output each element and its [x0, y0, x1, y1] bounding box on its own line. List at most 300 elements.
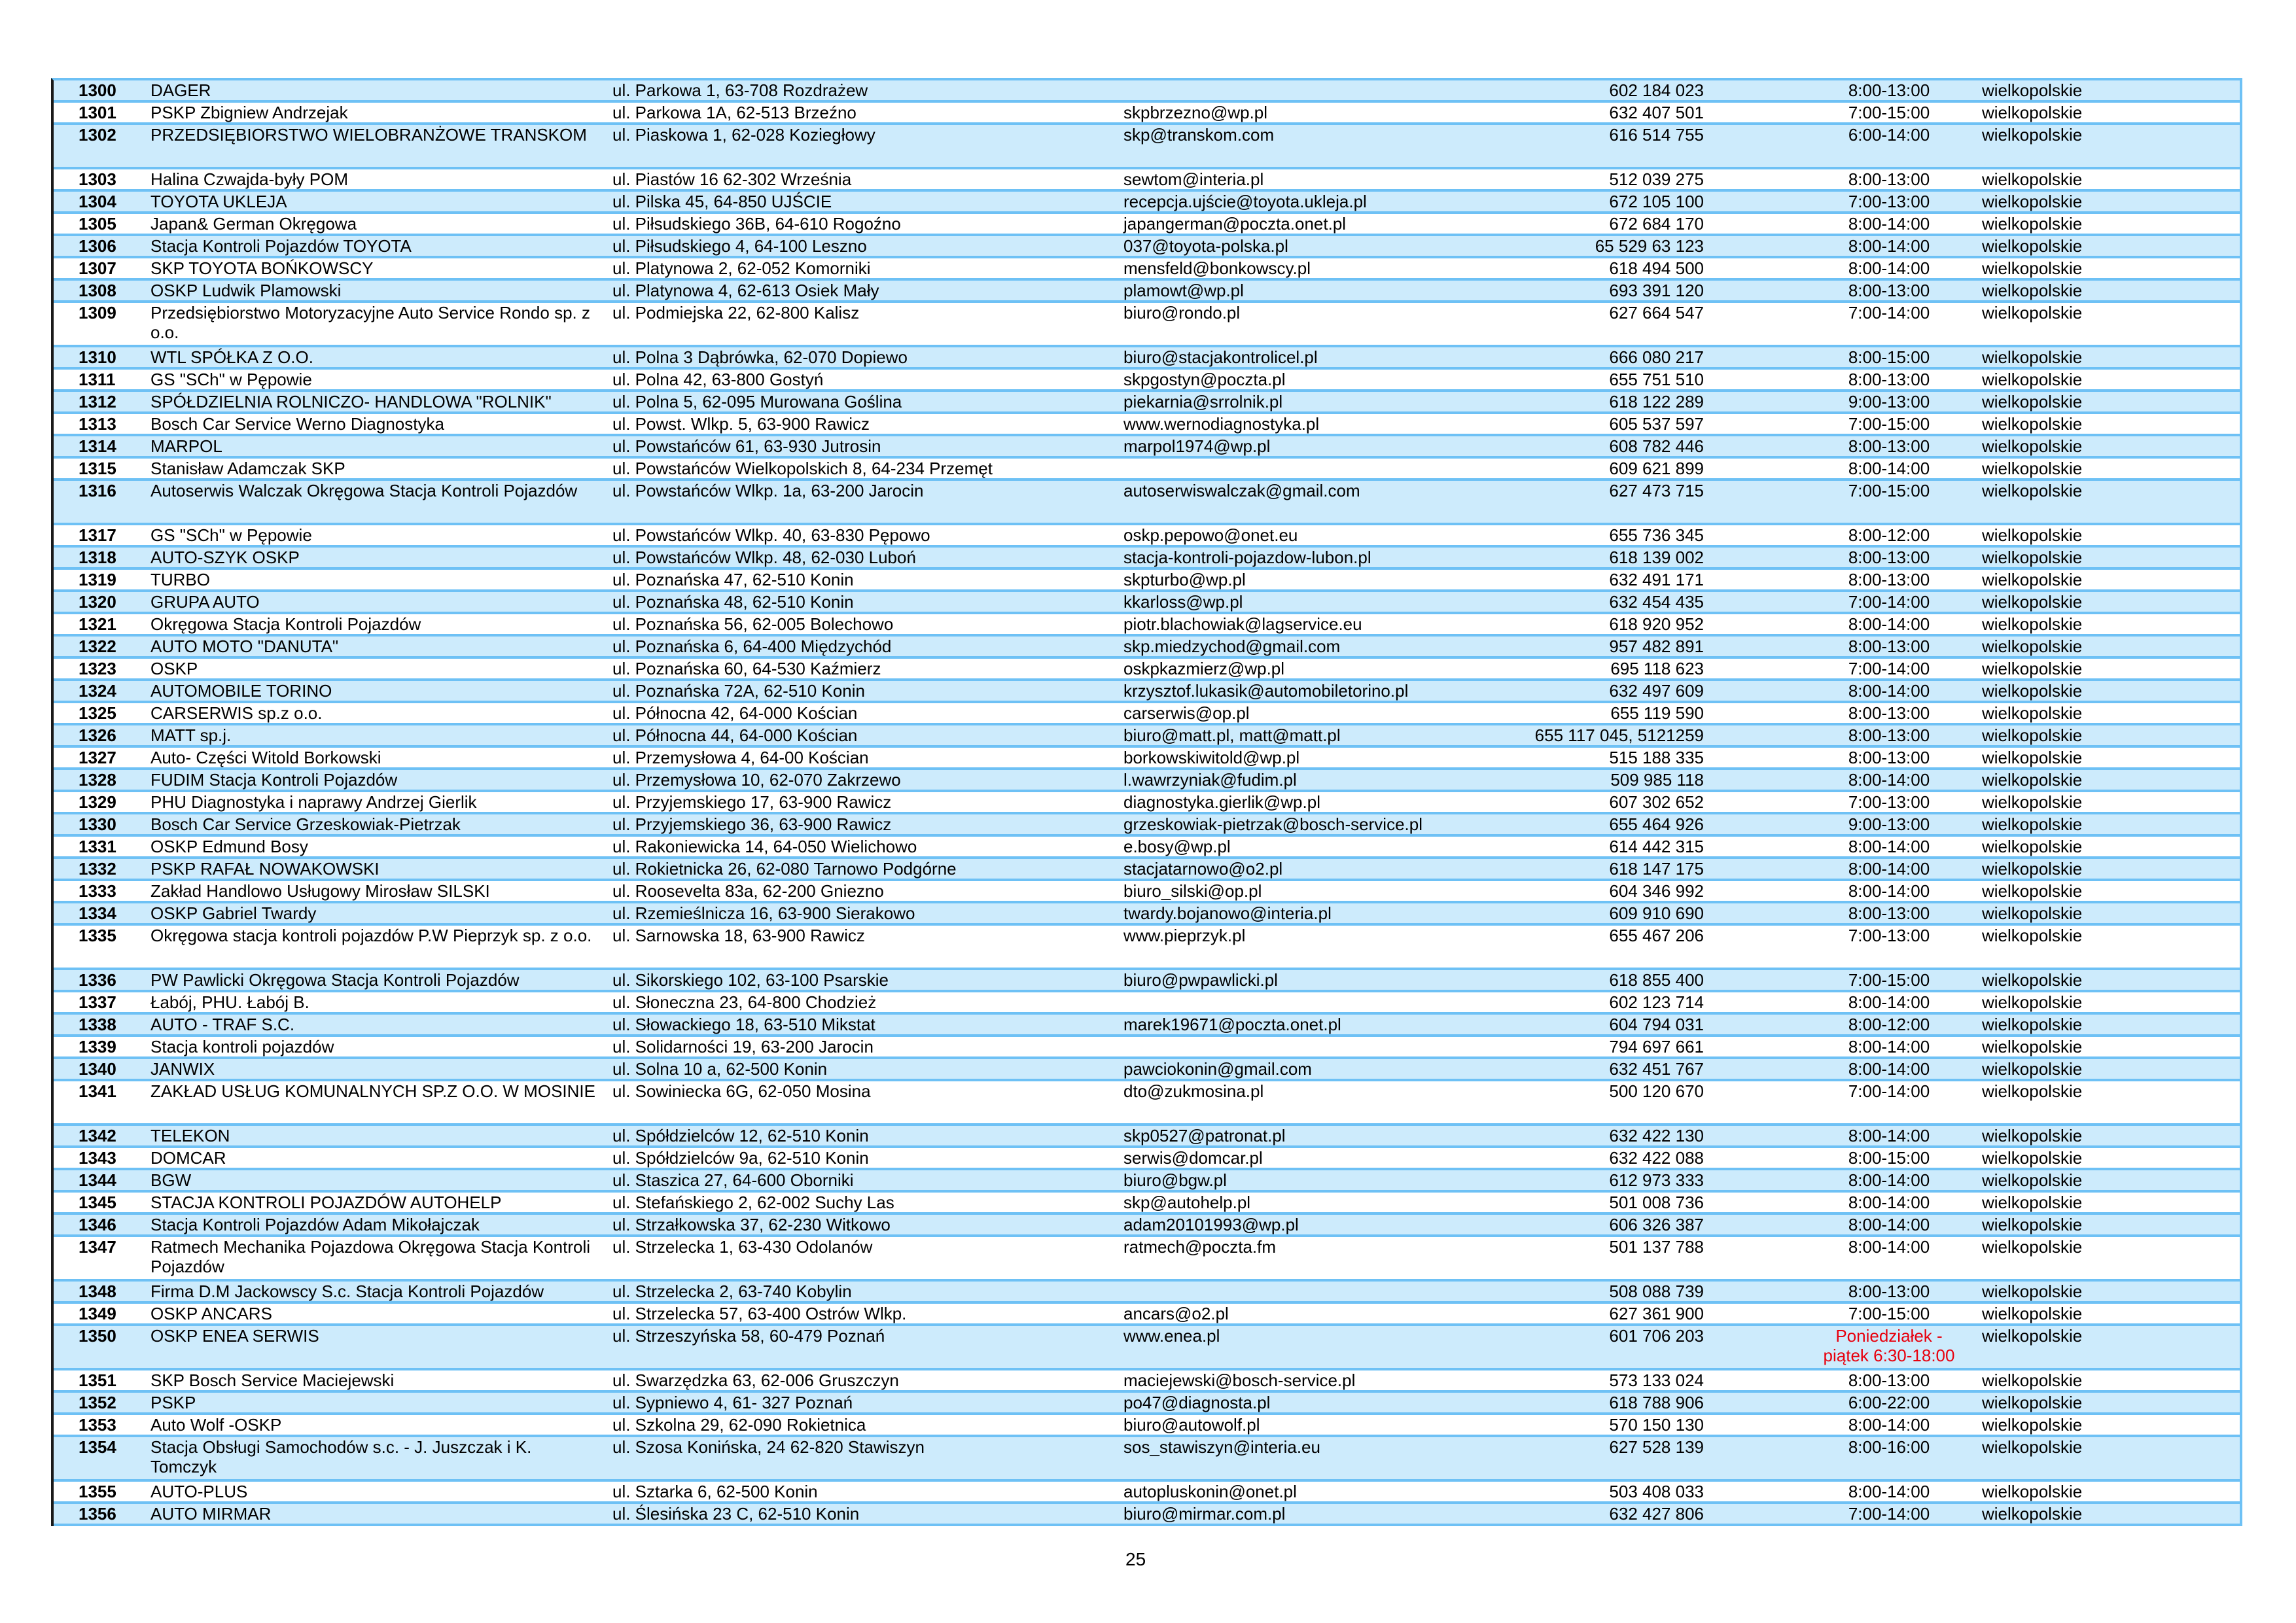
table-row: [54, 80, 2240, 103]
row-number: 1315: [79, 459, 116, 478]
table-row: [54, 1015, 2240, 1037]
station-address: ul. Powstańców Wielkopolskich 8, 64-234 Przemęt: [612, 459, 993, 478]
station-address: ul. Strzelecka 1, 63-430 Odolanów: [612, 1237, 873, 1257]
station-hours: 7:00-14:00: [1848, 1081, 1930, 1101]
station-region: wielkopolskie: [1982, 792, 2083, 812]
station-name: PHU Diagnostyka i naprawy Andrzej Gierlik: [150, 792, 477, 812]
station-hours: 8:00-13:00: [1848, 281, 1930, 300]
station-region: wielkopolskie: [1982, 1037, 2083, 1056]
row-number: 1332: [79, 859, 116, 879]
station-email: krzysztof.lukasik@automobiletorino.pl: [1123, 681, 1409, 701]
station-phone: 618 139 002: [1609, 548, 1704, 567]
table-row: [54, 303, 2240, 347]
station-address: ul. Słoneczna 23, 64-800 Chodzież: [612, 992, 877, 1012]
station-region: wielkopolskie: [1982, 859, 2083, 879]
row-number: 1356: [79, 1504, 116, 1524]
station-address: ul. Piastów 16 62-302 Września: [612, 169, 852, 189]
station-region: wielkopolskie: [1982, 459, 2083, 478]
station-address: ul. Solidarności 19, 63-200 Jarocin: [612, 1037, 874, 1056]
station-email: maciejewski@bosch-service.pl: [1123, 1370, 1356, 1390]
table-row: [54, 570, 2240, 592]
station-address: ul. Sarnowska 18, 63-900 Rawicz: [612, 926, 865, 945]
row-number: 1323: [79, 659, 116, 678]
row-number: 1333: [79, 881, 116, 901]
station-hours: 8:00-14:00: [1848, 258, 1930, 278]
station-name: Japan& German Okręgowa: [150, 214, 357, 234]
station-address: ul. Parkowa 1A, 62-513 Brzeźno: [612, 103, 857, 122]
station-region: wielkopolskie: [1982, 681, 2083, 701]
station-hours: 8:00-13:00: [1848, 570, 1930, 589]
row-number: 1335: [79, 926, 116, 945]
station-hours: 7:00-14:00: [1848, 303, 1930, 323]
row-number: 1325: [79, 703, 116, 723]
station-hours: 8:00-14:00: [1848, 881, 1930, 901]
row-number: 1310: [79, 347, 116, 367]
station-region: wielkopolskie: [1982, 1059, 2083, 1079]
page-number: 25: [1125, 1549, 1146, 1569]
station-name: Stacja Kontroli Pojazdów TOYOTA: [150, 236, 412, 256]
station-email: biuro@matt.pl, matt@matt.pl: [1123, 725, 1341, 745]
station-region: wielkopolskie: [1982, 1148, 2083, 1168]
station-address: ul. Poznańska 47, 62-510 Konin: [612, 570, 854, 589]
table-row: [54, 214, 2240, 236]
station-region: wielkopolskie: [1982, 1237, 2083, 1257]
station-phone: 695 118 623: [1610, 659, 1704, 678]
station-address: ul. Przemysłowa 10, 62-070 Zakrzewo: [612, 770, 901, 790]
station-phone: 672 684 170: [1609, 214, 1704, 234]
station-email: borkowskiwitold@wp.pl: [1123, 748, 1300, 767]
station-address: ul. Rakoniewicka 14, 64-050 Wielichowo: [612, 837, 917, 856]
table-row: [54, 236, 2240, 258]
row-number: 1311: [79, 370, 116, 389]
station-name: Auto Wolf -OSKP: [150, 1415, 282, 1435]
station-phone: 501 008 736: [1609, 1193, 1704, 1212]
station-name: Bosch Car Service Werno Diagnostyka: [150, 414, 444, 434]
station-region: wielkopolskie: [1982, 659, 2083, 678]
row-number: 1338: [79, 1015, 116, 1034]
station-email: skp0527@patronat.pl: [1123, 1126, 1286, 1145]
station-phone: 672 105 100: [1609, 192, 1704, 211]
station-name: PSKP RAFAŁ NOWAKOWSKI: [150, 859, 380, 879]
station-name: STACJA KONTROLI POJAZDÓW AUTOHELP: [150, 1193, 502, 1212]
station-region: wielkopolskie: [1982, 837, 2083, 856]
station-phone: 655 467 206: [1609, 926, 1704, 945]
station-hours: 7:00-15:00: [1848, 1304, 1930, 1323]
station-email: skpturbo@wp.pl: [1123, 570, 1246, 589]
station-email: oskpkazmierz@wp.pl: [1123, 659, 1285, 678]
station-region: wielkopolskie: [1982, 1282, 2083, 1301]
station-name: AUTO MIRMAR: [150, 1504, 272, 1524]
station-phone: 65 529 63 123: [1595, 236, 1704, 256]
station-name: OSKP ANCARS: [150, 1304, 272, 1323]
station-hours: 8:00-14:00: [1848, 1415, 1930, 1435]
station-region: wielkopolskie: [1982, 926, 2083, 945]
table-row: [54, 548, 2240, 570]
station-address: ul. Północna 44, 64-000 Kościan: [612, 725, 858, 745]
row-number: 1328: [79, 770, 116, 790]
station-address: ul. Piaskowa 1, 62-028 Koziegłowy: [612, 125, 875, 145]
station-phone: 627 473 715: [1609, 481, 1704, 500]
station-email: biuro@autowolf.pl: [1123, 1415, 1260, 1435]
station-email: marpol1974@wp.pl: [1123, 436, 1271, 456]
station-hours: 8:00-14:00: [1848, 1170, 1930, 1190]
row-number: 1330: [79, 814, 116, 834]
station-name: TELEKON: [150, 1126, 230, 1145]
station-phone: 655 119 590: [1610, 703, 1704, 723]
station-hours: 8:00-14:00: [1848, 681, 1930, 701]
station-hours: 8:00-13:00: [1848, 169, 1930, 189]
station-name: Stacja kontroli pojazdów: [150, 1037, 334, 1056]
station-region: wielkopolskie: [1982, 169, 2083, 189]
row-number: 1302: [79, 125, 116, 145]
table-row: [54, 903, 2240, 926]
station-email: www.pieprzyk.pl: [1123, 926, 1246, 945]
station-address: ul. Sowiniecka 6G, 62-050 Mosina: [612, 1081, 871, 1101]
station-name: FUDIM Stacja Kontroli Pojazdów: [150, 770, 398, 790]
station-email: 037@toyota-polska.pl: [1123, 236, 1288, 256]
row-number: 1341: [79, 1081, 116, 1101]
station-email: plamowt@wp.pl: [1123, 281, 1244, 300]
station-region: wielkopolskie: [1982, 814, 2083, 834]
station-email: autoserwiswalczak@gmail.com: [1123, 481, 1360, 500]
row-number: 1319: [79, 570, 116, 589]
station-hours: 8:00-14:00: [1848, 236, 1930, 256]
station-email: www.wernodiagnostyka.pl: [1123, 414, 1320, 434]
station-email: piekarnia@srrolnik.pl: [1123, 392, 1283, 411]
station-phone: 604 794 031: [1609, 1015, 1704, 1034]
station-hours: 8:00-13:00: [1848, 725, 1930, 745]
table-row: [54, 192, 2240, 214]
station-name: Okręgowa stacja kontroli pojazdów P.W Pieprzyk sp. z o.o.: [150, 926, 592, 945]
table-row: [54, 1282, 2240, 1304]
station-email: pawciokonin@gmail.com: [1123, 1059, 1312, 1079]
station-region: wielkopolskie: [1982, 725, 2083, 745]
station-address: ul. Polna 3 Dąbrówka, 62-070 Dopiewo: [612, 347, 908, 367]
station-hours: 8:00-14:00: [1848, 1193, 1930, 1212]
station-region: wielkopolskie: [1982, 1193, 2083, 1212]
station-name: PSKP: [150, 1393, 196, 1412]
station-name: AUTO MOTO "DANUTA": [150, 637, 339, 656]
station-region: wielkopolskie: [1982, 258, 2083, 278]
station-region: wielkopolskie: [1982, 1504, 2083, 1524]
row-number: 1339: [79, 1037, 116, 1056]
table-row: [54, 281, 2240, 303]
station-email: biuro@bgw.pl: [1123, 1170, 1227, 1190]
station-address: ul. Poznańska 60, 64-530 Kaźmierz: [612, 659, 881, 678]
station-region: wielkopolskie: [1982, 525, 2083, 545]
row-number: 1307: [79, 258, 116, 278]
station-hours: 8:00-14:00: [1848, 214, 1930, 234]
row-number: 1345: [79, 1193, 116, 1212]
row-number: 1352: [79, 1393, 116, 1412]
station-email: skp@transkom.com: [1123, 125, 1275, 145]
table-row: [54, 103, 2240, 125]
station-region: wielkopolskie: [1982, 214, 2083, 234]
station-hours: 8:00-14:00: [1848, 1215, 1930, 1234]
station-phone: 794 697 661: [1609, 1037, 1704, 1056]
station-name: CARSERWIS sp.z o.o.: [150, 703, 323, 723]
row-number: 1350: [79, 1326, 116, 1346]
station-name: OSKP Gabriel Twardy: [150, 903, 317, 923]
station-name: GS "SCh" w Pępowie: [150, 525, 312, 545]
station-name: WTL SPÓŁKA Z O.O.: [150, 347, 313, 367]
row-number: 1353: [79, 1415, 116, 1435]
station-address: ul. Sypniewo 4, 61- 327 Poznań: [612, 1393, 853, 1412]
station-phone: 606 326 387: [1609, 1215, 1704, 1234]
station-address: ul. Przyjemskiego 36, 63-900 Rawicz: [612, 814, 892, 834]
station-hours: 7:00-15:00: [1848, 970, 1930, 990]
station-email: mensfeld@bonkowscy.pl: [1123, 258, 1311, 278]
table-row: [54, 125, 2240, 169]
row-number: 1300: [79, 80, 116, 100]
station-region: wielkopolskie: [1982, 1370, 2083, 1390]
station-name: OSKP ENEA SERWIS: [150, 1326, 319, 1346]
station-address: ul. Polna 5, 62-095 Murowana Goślina: [612, 392, 902, 411]
station-region: wielkopolskie: [1982, 548, 2083, 567]
station-phone: 570 150 130: [1609, 1415, 1704, 1435]
station-region: wielkopolskie: [1982, 103, 2083, 122]
table-row: [54, 1215, 2240, 1237]
station-name: Ratmech Mechanika Pojazdowa Okręgowa Stacja Kontroli Pojazdów: [150, 1237, 591, 1276]
station-email: skp@autohelp.pl: [1123, 1193, 1251, 1212]
table-row: [54, 881, 2240, 903]
station-hours: 8:00-13:00: [1848, 748, 1930, 767]
station-hours: 8:00-14:00: [1848, 1059, 1930, 1079]
station-name: DOMCAR: [150, 1148, 226, 1168]
station-phone: 500 120 670: [1609, 1081, 1704, 1101]
station-email: biuro@stacjakontrolicel.pl: [1123, 347, 1318, 367]
station-hours: 8:00-14:00: [1848, 459, 1930, 478]
station-region: wielkopolskie: [1982, 1393, 2083, 1412]
station-email: biuro_silski@op.pl: [1123, 881, 1262, 901]
table-row: [54, 1504, 2240, 1526]
station-phone: 655 464 926: [1609, 814, 1704, 834]
station-email: sewtom@interia.pl: [1123, 169, 1264, 189]
station-email: oskp.pepowo@onet.eu: [1123, 525, 1298, 545]
station-name: JANWIX: [150, 1059, 215, 1079]
station-phone: 666 080 217: [1609, 347, 1704, 367]
table-row: [54, 725, 2240, 748]
station-region: wielkopolskie: [1982, 436, 2083, 456]
station-region: wielkopolskie: [1982, 1215, 2083, 1234]
station-phone: 609 621 899: [1609, 459, 1704, 478]
station-name: BGW: [150, 1170, 192, 1190]
station-hours: 8:00-13:00: [1848, 903, 1930, 923]
station-phone: 693 391 120: [1609, 281, 1704, 300]
row-number: 1344: [79, 1170, 116, 1190]
station-phone: 605 537 597: [1609, 414, 1704, 434]
station-email: ancars@o2.pl: [1123, 1304, 1229, 1323]
station-email: biuro@rondo.pl: [1123, 303, 1241, 323]
station-phone: 957 482 891: [1609, 637, 1704, 656]
station-phone: 632 422 088: [1609, 1148, 1704, 1168]
station-name: Przedsiębiorstwo Motoryzacyjne Auto Service Rondo sp. z o.o.: [150, 303, 590, 342]
row-number: 1351: [79, 1370, 116, 1390]
table-row: [54, 703, 2240, 725]
station-address: ul. Poznańska 6, 64-400 Międzychód: [612, 637, 892, 656]
station-email: piotr.blachowiak@lagservice.eu: [1123, 614, 1362, 634]
table-row: [54, 1326, 2240, 1370]
row-number: 1331: [79, 837, 116, 856]
table-row: [54, 1170, 2240, 1193]
station-phone: 616 514 755: [1609, 125, 1704, 145]
table-row: [54, 1370, 2240, 1393]
station-email: skpbrzezno@wp.pl: [1123, 103, 1268, 122]
row-number: 1301: [79, 103, 116, 122]
station-hours: 8:00-14:00: [1848, 859, 1930, 879]
station-address: ul. Spółdzielców 9a, 62-510 Konin: [612, 1148, 869, 1168]
row-number: 1306: [79, 236, 116, 256]
station-hours: 9:00-13:00: [1848, 392, 1930, 411]
station-phone: 509 985 118: [1610, 770, 1704, 790]
row-number: 1312: [79, 392, 116, 411]
station-region: wielkopolskie: [1982, 703, 2083, 723]
row-number: 1326: [79, 725, 116, 745]
station-phone: 632 454 435: [1609, 592, 1704, 612]
row-number: 1337: [79, 992, 116, 1012]
station-name: OSKP: [150, 659, 198, 678]
table-row: [54, 1037, 2240, 1059]
station-hours: 8:00-13:00: [1848, 370, 1930, 389]
station-phone: 608 782 446: [1609, 436, 1704, 456]
station-phone: 627 361 900: [1609, 1304, 1704, 1323]
station-region: wielkopolskie: [1982, 614, 2083, 634]
table-row: [54, 169, 2240, 192]
station-phone: 632 497 609: [1609, 681, 1704, 701]
station-name: AUTO - TRAF S.C.: [150, 1015, 295, 1034]
station-region: wielkopolskie: [1982, 80, 2083, 100]
station-address: ul. Poznańska 72A, 62-510 Konin: [612, 681, 865, 701]
row-number: 1321: [79, 614, 116, 634]
station-hours: 6:00-22:00: [1848, 1393, 1930, 1412]
station-region: wielkopolskie: [1982, 236, 2083, 256]
station-phone: 501 137 788: [1609, 1237, 1704, 1257]
station-email: japangerman@poczta.onet.pl: [1123, 214, 1347, 234]
station-hours: 7:00-15:00: [1848, 414, 1930, 434]
station-region: wielkopolskie: [1982, 1015, 2083, 1034]
table-row: [54, 1148, 2240, 1170]
station-hours: 7:00-15:00: [1848, 103, 1930, 122]
station-address: ul. Sztarka 6, 62-500 Konin: [612, 1482, 818, 1501]
station-address: ul. Ślesińska 23 C, 62-510 Konin: [612, 1504, 860, 1524]
station-hours: 8:00-13:00: [1848, 703, 1930, 723]
station-phone: 627 664 547: [1609, 303, 1704, 323]
table-row: [54, 748, 2240, 770]
station-address: ul. Strzałkowska 37, 62-230 Witkowo: [612, 1215, 891, 1234]
station-address: ul. Pilska 45, 64-850 UJŚCIE: [612, 192, 832, 211]
row-number: 1309: [79, 303, 116, 323]
station-name: AUTOMOBILE TORINO: [150, 681, 332, 701]
station-phone: 618 920 952: [1609, 614, 1704, 634]
station-name: PRZEDSIĘBIORSTWO WIELOBRANŻOWE TRANSKOM: [150, 125, 587, 145]
station-region: wielkopolskie: [1982, 192, 2083, 211]
station-hours: 8:00-13:00: [1848, 1282, 1930, 1301]
station-email: stacjatarnowo@o2.pl: [1123, 859, 1283, 879]
station-region: wielkopolskie: [1982, 748, 2083, 767]
row-number: 1354: [79, 1437, 116, 1457]
station-region: wielkopolskie: [1982, 1304, 2083, 1323]
station-address: ul. Północna 42, 64-000 Kościan: [612, 703, 858, 723]
row-number: 1355: [79, 1482, 116, 1501]
table-row: [54, 1081, 2240, 1126]
station-region: wielkopolskie: [1982, 347, 2083, 367]
station-address: ul. Piłsudskiego 36B, 64-610 Rogoźno: [612, 214, 901, 234]
station-phone: 602 123 714: [1609, 992, 1704, 1012]
station-hours: 8:00-12:00: [1848, 525, 1930, 545]
station-region: wielkopolskie: [1982, 1437, 2083, 1457]
table-row: [54, 926, 2240, 970]
station-email: dto@zukmosina.pl: [1123, 1081, 1264, 1101]
station-address: ul. Rokietnicka 26, 62-080 Tarnowo Podgórne: [612, 859, 957, 879]
station-hours: 8:00-14:00: [1848, 1126, 1930, 1145]
station-address: ul. Rzemieślnicza 16, 63-900 Sierakowo: [612, 903, 915, 923]
station-phone: 632 422 130: [1609, 1126, 1704, 1145]
station-phone: 607 302 652: [1609, 792, 1704, 812]
station-region: wielkopolskie: [1982, 1126, 2083, 1145]
station-name: PW Pawlicki Okręgowa Stacja Kontroli Pojazdów: [150, 970, 520, 990]
table-row: [54, 1437, 2240, 1482]
row-number: 1314: [79, 436, 116, 456]
station-email: carserwis@op.pl: [1123, 703, 1250, 723]
station-phone: 612 973 333: [1609, 1170, 1704, 1190]
station-address: ul. Staszica 27, 64-600 Oborniki: [612, 1170, 854, 1190]
station-email: kkarloss@wp.pl: [1123, 592, 1243, 612]
station-hours: 8:00-13:00: [1848, 548, 1930, 567]
table-row: [54, 859, 2240, 881]
row-number: 1316: [79, 481, 116, 500]
station-email: autopluskonin@onet.pl: [1123, 1482, 1297, 1501]
station-hours: 8:00-13:00: [1848, 436, 1930, 456]
station-name: TURBO: [150, 570, 210, 589]
station-name: GRUPA AUTO: [150, 592, 260, 612]
station-hours: 9:00-13:00: [1848, 814, 1930, 834]
station-region: wielkopolskie: [1982, 1482, 2083, 1501]
row-number: 1346: [79, 1215, 116, 1234]
station-email: sos_stawiszyn@interia.eu: [1123, 1437, 1320, 1457]
station-name: OSKP Ludwik Plamowski: [150, 281, 342, 300]
station-name: Stanisław Adamczak SKP: [150, 459, 345, 478]
station-email: adam20101993@wp.pl: [1123, 1215, 1299, 1234]
station-address: ul. Solna 10 a, 62-500 Konin: [612, 1059, 828, 1079]
station-email: stacja-kontroli-pojazdow-lubon.pl: [1123, 548, 1371, 567]
row-number: 1342: [79, 1126, 116, 1145]
station-address: ul. Powstańców 61, 63-930 Jutrosin: [612, 436, 881, 456]
station-name: Autoserwis Walczak Okręgowa Stacja Kontroli Pojazdów: [150, 481, 578, 500]
row-number: 1334: [79, 903, 116, 923]
station-region: wielkopolskie: [1982, 903, 2083, 923]
station-region: wielkopolskie: [1982, 414, 2083, 434]
station-address: ul. Stefańskiego 2, 62-002 Suchy Las: [612, 1193, 894, 1212]
station-name: SKP Bosch Service Maciejewski: [150, 1370, 395, 1390]
station-phone: 614 442 315: [1609, 837, 1704, 856]
station-phone: 508 088 739: [1609, 1282, 1704, 1301]
station-address: ul. Polna 42, 63-800 Gostyń: [612, 370, 824, 389]
station-email: e.bosy@wp.pl: [1123, 837, 1231, 856]
table-row: [54, 837, 2240, 859]
station-region: wielkopolskie: [1982, 770, 2083, 790]
table-row: [54, 970, 2240, 992]
row-number: 1348: [79, 1282, 116, 1301]
station-phone: 604 346 992: [1609, 881, 1704, 901]
station-region: wielkopolskie: [1982, 592, 2083, 612]
table-row: [54, 392, 2240, 414]
station-region: wielkopolskie: [1982, 881, 2083, 901]
row-number: 1303: [79, 169, 116, 189]
station-address: ul. Przemysłowa 4, 64-00 Kościan: [612, 748, 869, 767]
station-name: Auto- Części Witold Borkowski: [150, 748, 381, 767]
station-hours: 7:00-13:00: [1848, 192, 1930, 211]
station-region: wielkopolskie: [1982, 303, 2083, 323]
